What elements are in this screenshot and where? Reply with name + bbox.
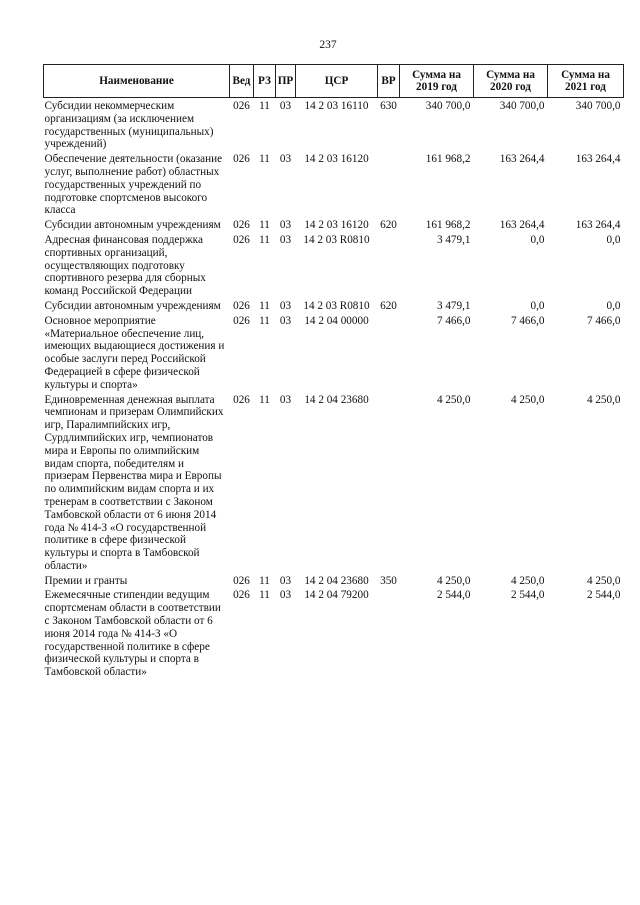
header-ved: Вед bbox=[230, 65, 254, 98]
cell-rz: 11 bbox=[259, 393, 270, 406]
cell-rz: 11 bbox=[259, 153, 270, 166]
cell-sum-2020: 163 264,4 bbox=[499, 219, 545, 232]
cell-sum-2020: 163 264,4 bbox=[499, 153, 545, 166]
cell-csr: 14 2 04 00000 bbox=[304, 314, 369, 327]
cell-sum-2021: 0,0 bbox=[606, 233, 621, 246]
header-sum-2020: Сумма на 2020 год bbox=[474, 65, 548, 98]
cell-sum-2019: 161 968,2 bbox=[425, 219, 471, 232]
cell-vr bbox=[378, 589, 400, 681]
cell-sum-2019: 161 968,2 bbox=[425, 153, 471, 166]
cell-sum-2019: 3 479,1 bbox=[436, 233, 471, 246]
cell-ved: 026 bbox=[233, 393, 250, 406]
cell-vr bbox=[378, 153, 400, 219]
header-rz: РЗ bbox=[254, 65, 276, 98]
cell-sum-2020: 340 700,0 bbox=[499, 100, 545, 112]
table-row bbox=[44, 394, 624, 575]
cell-csr: 14 2 03 R0810 bbox=[303, 299, 370, 312]
table-row bbox=[44, 153, 624, 219]
cell-name: Субсидии некоммерческим организациям (за исключением государственных (муниципальных) учреждений) bbox=[44, 100, 214, 151]
table-row bbox=[44, 300, 624, 315]
cell-sum-2021: 163 264,4 bbox=[575, 219, 621, 232]
cell-csr: 14 2 04 23680 bbox=[304, 393, 369, 406]
header-sum-2019: Сумма на 2019 год bbox=[400, 65, 474, 98]
cell-sum-2019: 4 250,0 bbox=[436, 393, 471, 406]
cell-sum-2021: 0,0 bbox=[606, 299, 621, 312]
cell-rz: 11 bbox=[259, 574, 270, 587]
table-row bbox=[44, 98, 624, 154]
cell-vr: 350 bbox=[380, 574, 397, 587]
cell-sum-2020: 4 250,0 bbox=[510, 393, 545, 406]
cell-sum-2020: 2 544,0 bbox=[510, 589, 545, 602]
cell-sum-2019: 2 544,0 bbox=[436, 589, 471, 602]
cell-name: Субсидии автономным учреждениям bbox=[44, 299, 221, 312]
cell-ved: 026 bbox=[233, 314, 250, 327]
cell-sum-2019: 3 479,1 bbox=[436, 299, 471, 312]
header-name: Наименование bbox=[44, 65, 230, 98]
cell-name: Единовременная денежная выплата чемпионам и призерам Олимпийских игр, Паралимпийских игр, Сурдлимпийских игр, чемпионатов мира и Европы по олимпийским видам спорта, победителям и призерам Первенства мира и Европы по олимпийским видам спорта и их тренерам в соответствии с Законом Тамбовской области от 6 июня 2014 года № 414-З «О государственной политике в сфере физической культуры и спорта в Тамбовской области» bbox=[44, 393, 224, 572]
cell-rz: 11 bbox=[259, 314, 270, 327]
cell-vr: 620 bbox=[380, 299, 397, 312]
cell-vr bbox=[378, 394, 400, 575]
table-row bbox=[44, 234, 624, 300]
cell-sum-2021: 7 466,0 bbox=[586, 314, 621, 327]
cell-pr: 03 bbox=[279, 299, 292, 312]
budget-table bbox=[43, 64, 624, 681]
cell-pr: 03 bbox=[279, 574, 292, 587]
page-number: 237 bbox=[319, 39, 337, 51]
header-vr: ВР bbox=[378, 65, 400, 98]
cell-rz: 11 bbox=[259, 100, 270, 112]
table-header-row bbox=[44, 65, 624, 98]
cell-pr: 03 bbox=[279, 393, 292, 406]
cell-ved: 026 bbox=[233, 233, 250, 246]
cell-rz: 11 bbox=[259, 233, 270, 246]
cell-csr: 14 2 03 16120 bbox=[304, 219, 369, 232]
cell-pr: 03 bbox=[279, 100, 292, 112]
cell-csr: 14 2 04 23680 bbox=[304, 574, 369, 587]
cell-name: Основное мероприятие «Материальное обеспечение лиц, имеющих выдающиеся достижения и особые заслуги перед Российской Федерацией в сфере физической культуры и спорта» bbox=[44, 314, 225, 391]
header-sum-2021: Сумма на 2021 год bbox=[548, 65, 624, 98]
cell-sum-2021: 4 250,0 bbox=[586, 574, 621, 587]
cell-pr: 03 bbox=[279, 314, 292, 327]
cell-sum-2019: 4 250,0 bbox=[436, 574, 471, 587]
cell-vr bbox=[378, 315, 400, 394]
header-pr: ПР bbox=[276, 65, 296, 98]
cell-sum-2019: 340 700,0 bbox=[425, 100, 471, 112]
table-row bbox=[44, 575, 624, 590]
cell-ved: 026 bbox=[233, 589, 250, 602]
cell-sum-2020: 4 250,0 bbox=[510, 574, 545, 587]
cell-name: Субсидии автономным учреждениям bbox=[44, 219, 221, 232]
cell-csr: 14 2 03 16110 bbox=[304, 100, 369, 112]
cell-sum-2021: 2 544,0 bbox=[586, 589, 621, 602]
cell-sum-2020: 7 466,0 bbox=[510, 314, 545, 327]
cell-name: Ежемесячные стипендии ведущим спортсменам области в соответствии с Законом Тамбовской области от 6 июня 2014 года № 414-З «О государственной политике в сфере физической культуры и спорта в Тамбовской области» bbox=[44, 589, 221, 679]
cell-rz: 11 bbox=[259, 589, 270, 602]
cell-name: Обеспечение деятельности (оказание услуг, выполнение работ) областных государственных учреждений по подготовке спортсменов высокого класса bbox=[44, 153, 223, 217]
cell-sum-2021: 4 250,0 bbox=[586, 393, 621, 406]
cell-rz: 11 bbox=[259, 299, 270, 312]
cell-csr: 14 2 03 16120 bbox=[304, 153, 369, 166]
cell-ved: 026 bbox=[233, 100, 250, 112]
cell-sum-2020: 0,0 bbox=[530, 233, 545, 246]
table-row bbox=[44, 589, 624, 681]
cell-vr: 630 bbox=[380, 100, 397, 112]
cell-vr bbox=[378, 234, 400, 300]
cell-pr: 03 bbox=[279, 233, 292, 246]
cell-vr: 620 bbox=[380, 219, 397, 232]
cell-sum-2020: 0,0 bbox=[530, 299, 545, 312]
cell-pr: 03 bbox=[279, 153, 292, 166]
cell-sum-2019: 7 466,0 bbox=[436, 314, 471, 327]
cell-rz: 11 bbox=[259, 219, 270, 232]
cell-pr: 03 bbox=[279, 219, 292, 232]
cell-csr: 14 2 04 79200 bbox=[304, 589, 369, 602]
cell-ved: 026 bbox=[233, 299, 250, 312]
cell-sum-2021: 340 700,0 bbox=[575, 100, 621, 112]
cell-pr: 03 bbox=[279, 589, 292, 602]
cell-name: Адресная финансовая поддержка спортивных организаций, осуществляющих подготовку спортивного резерва для сборных команд Российской Федерации bbox=[44, 233, 206, 298]
header-csr: ЦСР bbox=[296, 65, 378, 98]
table-row bbox=[44, 315, 624, 394]
cell-ved: 026 bbox=[233, 574, 250, 587]
table-row bbox=[44, 219, 624, 234]
cell-ved: 026 bbox=[233, 219, 250, 232]
cell-ved: 026 bbox=[233, 153, 250, 166]
cell-name: Премии и гранты bbox=[44, 574, 128, 587]
cell-csr: 14 2 03 R0810 bbox=[303, 233, 370, 246]
cell-sum-2021: 163 264,4 bbox=[575, 153, 621, 166]
